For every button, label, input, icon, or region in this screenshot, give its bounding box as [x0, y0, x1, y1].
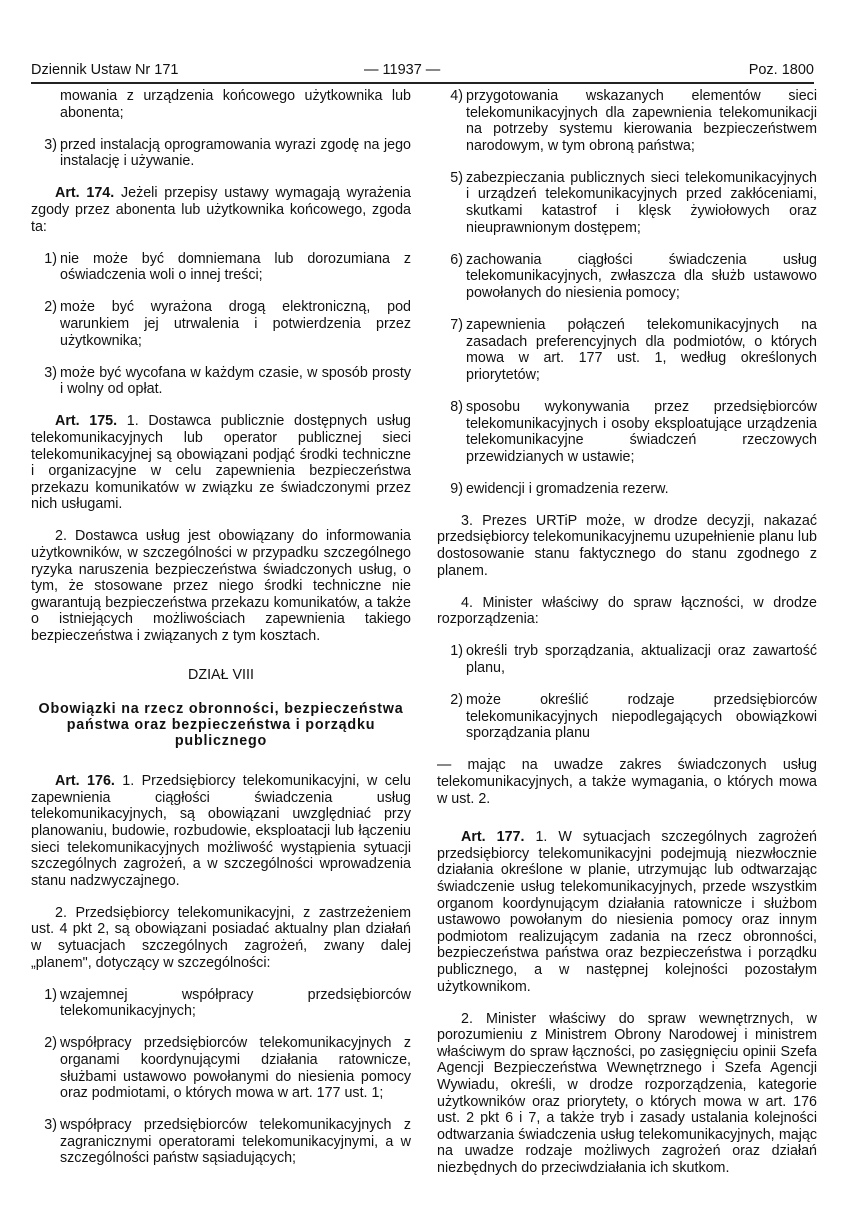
list-item: 2) może określić rodzaje przedsiębiorców telekomunikacyjnych niepodlegających obowiązkowi sporządzania planu	[450, 692, 817, 742]
article-176-paragraph-4: 4. Minister właściwy do spraw łączności, w drodze rozporządzenia:	[437, 594, 817, 628]
list-item: 1) wzajemnej współpracy przedsiębiorców telekomunikacyjnych;	[44, 986, 411, 1020]
list-item: 4) przygotowania wskazanych elementów sieci telekomunikacyjnych dla zapewnienia telekomunikacji na potrzeby systemu kierowania bezpieczeństwem narodowym, w tym obroną państwa;	[450, 88, 817, 154]
list-item: 1) określi tryb sporządzania, aktualizacji oraz zawartość planu,	[450, 643, 817, 677]
list-item: 8) sposobu wykonywania przez przedsiębiorców telekomunikacyjnych i osoby eksploatujące urządzenia telekomunikacyjne świadczeń rzeczowych przewidzianych w ustawie;	[450, 398, 817, 465]
section-number: DZIAŁ VIII	[188, 666, 254, 683]
list-item: 1) nie może być domniemana lub dorozumiana z oświadczenia woli o innej treści;	[44, 250, 411, 284]
list-item: 2) współpracy przedsiębiorców telekomunikacyjnych z organami koordynującymi działania ratownicze, służbami ustawowo powołanymi do niesienia pomocy oraz podmiotami, o których mowa w art. 177 ust. 1;	[44, 1035, 411, 1102]
list-item: 3) współpracy przedsiębiorców telekomunikacyjnych z zagranicznymi operatorami telekomunikacyjnymi, a w szczególności państw sąsiadujących;	[44, 1117, 411, 1167]
article-177: Art. 177. 1. W sytuacjach szczególnych zagrożeń przedsiębiorcy telekomunikacyjni podejmują niezwłocznie działania określone w planie, utrzymując lub odtwarzając świadczenie usług telekomunikacyjnych, przede wszystkim organom koordynującym działania ratownicze i służbom ustawowo powołanym do niesienia pomocy oraz innym podmiotom realizującym zadania na rzecz obronności, bezpieczeństwa państwa oraz bezpieczeństwa i porządku publicznego, a w następnej kolejności pozostałym użytkownikom.	[437, 829, 818, 995]
right-column	[437, 88, 817, 1192]
page-header	[31, 62, 814, 84]
article-177-paragraph-2: 2. Minister właściwy do spraw wewnętrznych, w porozumieniu z Ministrem Obrony Narodowej i ministrem właściwym do spraw łączności, po zasięgnięciu opinii Szefa Agencji Bezpieczeństwa Wewnętrznego i Szefa Agencji Wywiadu, określi, w drodze rozporządzenia, kategorie użytkowników oraz priorytety, o których mowa w art. 176 ust. 2 pkt 6 i 7, a także tryb i zasady ustalania kolejności odtwarzania świadczenia usług telekomunikacyjnych, mając na uwadze rodzaje możliwych zagrożeń oraz działań niezbędnych do przeciwdziałania ich skutkom.	[437, 1010, 817, 1176]
list-item: 6) zachowania ciągłości świadczenia usług telekomunikacyjnych, zwłaszcza dla służb ustawowo powołanych do niesienia pomocy;	[450, 251, 817, 301]
article-175-paragraph-2: 2. Dostawca usług jest obowiązany do informowania użytkowników, w szczególności w przypadku szczególnego ryzyka naruszenia bezpieczeństwa świadczonych usług, o tym, że stosowane przez niego środki techniczne nie gwarantują bezpieczeństwa przekazu komunikatów, a także o istniejących możliwościach zapewnienia takiego bezpieczeństwa i związanych z tym kosztach.	[31, 528, 411, 644]
left-column	[31, 88, 411, 1183]
list-item: 7) zapewnienia połączeń telekomunikacyjnych na zasadach preferencyjnych dla podmiotów, o których mowa w art. 177 ust. 1, według określonych priorytetów;	[450, 317, 817, 383]
position-number: Poz. 1800	[748, 62, 814, 78]
article-174: Art. 174. Jeżeli przepisy ustawy wymagają wyrażenia zgody przez abonenta lub użytkownika końcowego, zgoda ta:	[31, 185, 412, 235]
continued-text: mowania z urządzenia końcowego użytkownika lub abonenta;	[60, 88, 411, 121]
journal-title: Dziennik Ustaw Nr 171	[31, 62, 179, 78]
section-title: Obowiązki na rzecz obronności, bezpieczeństwa państwa oraz bezpieczeństwa i porządku publicznego	[38, 701, 404, 750]
list-item: 9) ewidencji i gromadzenia rezerw.	[450, 480, 669, 497]
paragraph-4-tail: — mając na uwadze zakres świadczonych usług telekomunikacyjnych, a także wymagania, o których mowa w ust. 2.	[437, 757, 817, 807]
list-item: 2) może być wyrażona drogą elektroniczną, pod warunkiem jej utrwalenia i potwierdzenia przez użytkownika;	[44, 299, 411, 349]
list-item: 5) zabezpieczania publicznych sieci telekomunikacyjnych i urządzeń telekomunikacyjnych przed zakłóceniami, skutkami katastrof i klęsk żywiołowych oraz nieuprawnionym dostępem;	[450, 169, 817, 236]
article-176-paragraph-3: 3. Prezes URTiP może, w drodze decyzji, nakazać przedsiębiorcy telekomunikacyjnemu uzupełnienie planu lub dostosowanie stanu faktycznego do stanu zgodnego z planem.	[437, 512, 817, 579]
list-item: 3) może być wycofana w każdym czasie, w sposób prosty i wolny od opłat.	[44, 364, 411, 398]
page-number: — 11937 —	[364, 62, 441, 78]
article-176: Art. 176. 1. Przedsiębiorcy telekomunikacyjni, w celu zapewnienia ciągłości świadczenia usług telekomunikacyjnych, są obowiązani uwzględniać przy planowaniu, budowie, rozbudowie, eksploatacji lub łączeniu sieci telekomunikacyjnych możliwość wystąpienia sytuacji szczególnych zagrożeń, a w szczególności wprowadzenia stanu nadzwyczajnego.	[31, 773, 411, 889]
article-175: Art. 175. 1. Dostawca publicznie dostępnych usług telekomunikacyjnych lub operator publicznej sieci telekomunikacyjnej są obowiązani podjąć środki techniczne i organizacyjne w celu zapewnienia bezpieczeństwa przekazu komunikatów w związku ze świadczonymi przez nich usługami.	[31, 413, 411, 513]
article-176-paragraph-2: 2. Przedsiębiorcy telekomunikacyjni, z zastrzeżeniem ust. 4 pkt 2, są obowiązani posiadać aktualny plan działań w sytuacjach szczególnych zagrożeń, zwany dalej „planem", dotyczący w szczególności:	[31, 904, 411, 971]
list-item: 3) przed instalacją oprogramowania wyrazi zgodę na jego instalację i używanie.	[44, 136, 411, 170]
